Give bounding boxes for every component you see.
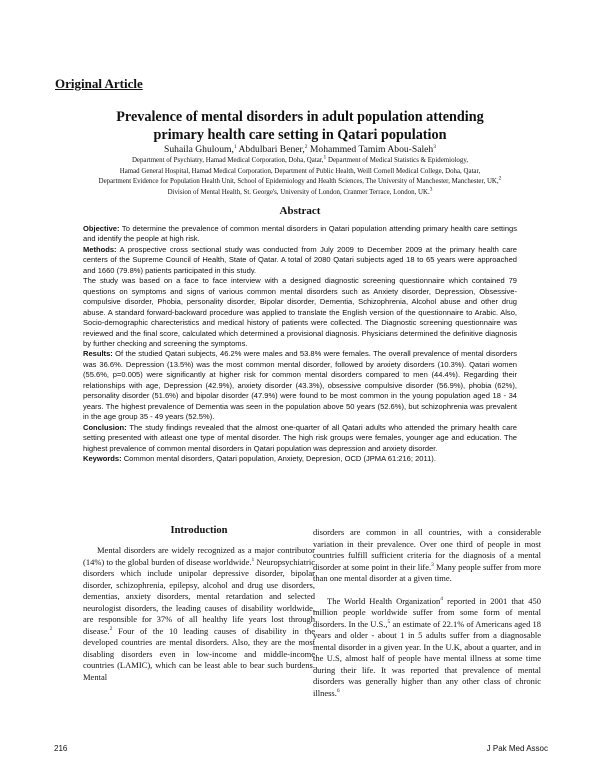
intro-paragraph-2: The World Health Organization$^4$ reported in 2001 that 450 million people worldwide suffer from some form of mental disorders. In the U.S.,$^5$ an estimate of 22.1% of Americans aged 18 years and older - about 1 in 5 adults suffer from a diagnosable mental disorder in a given year. In the U.K, about a quarter, and in the U.S, almost half of people have mental illness at some time during their life. It was reported that prevalence of mental disorders was generally higher than any other class of chronic illness.$^6$ <box>313 595 541 698</box>
intro-paragraph-1-continued: disorders are common in all countries, with a considerable variation in their prevalence. Over one third of people in most countries fulfill sufficient criteria for the diagnosis of a mental disorder at some point in their life.$^3$ Many people suffer from more than one mental disorder at a given time. <box>313 527 541 583</box>
affiliation-line-2: Hamad General Hospital, Hamad Medical Corporation, Department of Public Health, Weill Cornell Medical College, Doha, Qatar, <box>119 167 481 175</box>
page-number: 216 <box>54 744 68 753</box>
body-column-left <box>83 525 315 683</box>
author-2-affil: 2 <box>304 143 308 150</box>
affiliations <box>40 156 560 199</box>
author-2: Abdulbari Bener, <box>236 144 305 155</box>
author-3: Mohammed Tamim Abou-Saleh <box>307 144 434 155</box>
affiliation-line-1: Department of Psychiatry, Hamad Medical Corporation, Doha, Qatar,$^1$ Department of Medical Statistics & Epidemiology, <box>131 154 469 164</box>
intro-paragraph-1: Mental disorders are widely recognized as a major contributor (14%) to the global burden of disease worldwide.$^1$ Neuropsychiatric disorders which include unipolar depressive disorder, bipolar disorder, schizophrenia, epilepsy, alcohol and drug use disorders, dementias, anxiety disorders, mental retardation and selected neurologist disorders, the leading causes of disability worldwide, are responsible for 37% of all healthy life years lost through disease.$^2$ Four of the 10 leading causes of disability in the developed countries are mental disorders. Also, they are the most disabling disorders even in low-income and middle-income countries (LAMIC), which can be least able to bear such burdens. Mental <box>83 545 315 682</box>
abstract-methods-detail: The study was based on a face to face interview with a designed diagnostic screening questionnaire which contained 79 questions on symptoms and signs of various common mental disorders such as Anxiety disorder, Depression, Obsessive-compulsive disorder, Phobia, personality disorder, Bipolar disorder, Dementia, Schizophrenia, Alcohol abuse and other drug abuse. A standard forward-backward procedure was applied to translate the English version of the questionnaire to Arabic. Also, Socio-demographic charecteristics and medical history of patients were collected. The Diagnostic screening questionnaire was reviewed and the final score, calculated which determined a provisional diagnosis. Physicians determined the definitive diagnosis by further checking and screening the symptoms. <box>83 276 517 348</box>
journal-name: J Pak Med Assoc <box>486 744 548 753</box>
introduction-heading: Introduction <box>170 525 228 536</box>
title-line-2: primary health care setting in Qatari population <box>153 127 447 143</box>
abstract-heading: Abstract <box>279 205 321 217</box>
abstract-results: Results: Of the studied Qatari subjects, 46.2% were males and 53.8% were females. The overall prevalence of mental disorders was 36.6%. Depression (13.5%) was the most common mental disorder, followed by anxiety disorders (10.3%). Qatari women (55.6%, p=0.005) were significantly at higher risk for common mental disorders compared to men (44.4%). Regarding their relationships with age, Depression (42.9%), anxiety disorder (43.3%), obsessive compulsive disorder (56.9%), phobia (62%), personality disorder (51.6%) and bipolar disorder (47.9%) were found to be most common in the young population aged 18 - 34 years. The highest prevalence of Dementia was seen in the population above 50 years (52.6%), but schizophrenia was prevalent in the age group 35 - 49 years (52.5%). <box>83 349 517 422</box>
abstract-body <box>83 224 517 464</box>
abstract-conclusion: Conclusion: The study findings revealed that the almost one-quarter of all Qatari adults who attended the primary health care setting presented with atleast one type of mental disorder. The high risk groups were females, younger age and education. The highest prevalence of common mental disorders in Qatari population was depression and anxiety disorder. <box>83 422 517 453</box>
section-label: Original Article <box>55 76 143 91</box>
abstract-objective: Objective: To determine the prevalence of common mental disorders in Qatari population attending primary health care settings and identify the people at high risk. <box>83 224 517 244</box>
abstract-methods: Methods: A prospective cross sectional study was conducted from July 2009 to December 2009 at the primary health care centers of the Supreme Council of Health, State of Qatar. A total of 2080 Qatari subjects aged 18 to 65 years were approached and 1660 (79.8%) patients participated in this study. <box>83 244 517 275</box>
affiliation-line-4: Division of Mental Health, St. George's, University of London, Cranmer Terrace, London, UK.$^3$ <box>167 186 433 197</box>
author-1: Suhaila Ghuloum, <box>164 144 234 155</box>
author-list <box>40 144 560 156</box>
affiliation-line-3: Department Evidence for Population Health Unit, School of Epidemiology and Health Sciences, The University of Manchester, Manchester, UK,$^2$ <box>98 176 502 186</box>
article-title <box>60 108 540 144</box>
author-1-affil: 1 <box>233 143 237 150</box>
title-line-1: Prevalence of mental disorders in adult population attending <box>116 109 484 125</box>
body-column-right <box>313 527 541 699</box>
author-3-affil: 3 <box>433 143 436 150</box>
abstract-keywords: Keywords: Common mental disorders, Qatari population, Anxiety, Depresion, OCD (JPMA 61:216; 2011). <box>83 453 436 463</box>
